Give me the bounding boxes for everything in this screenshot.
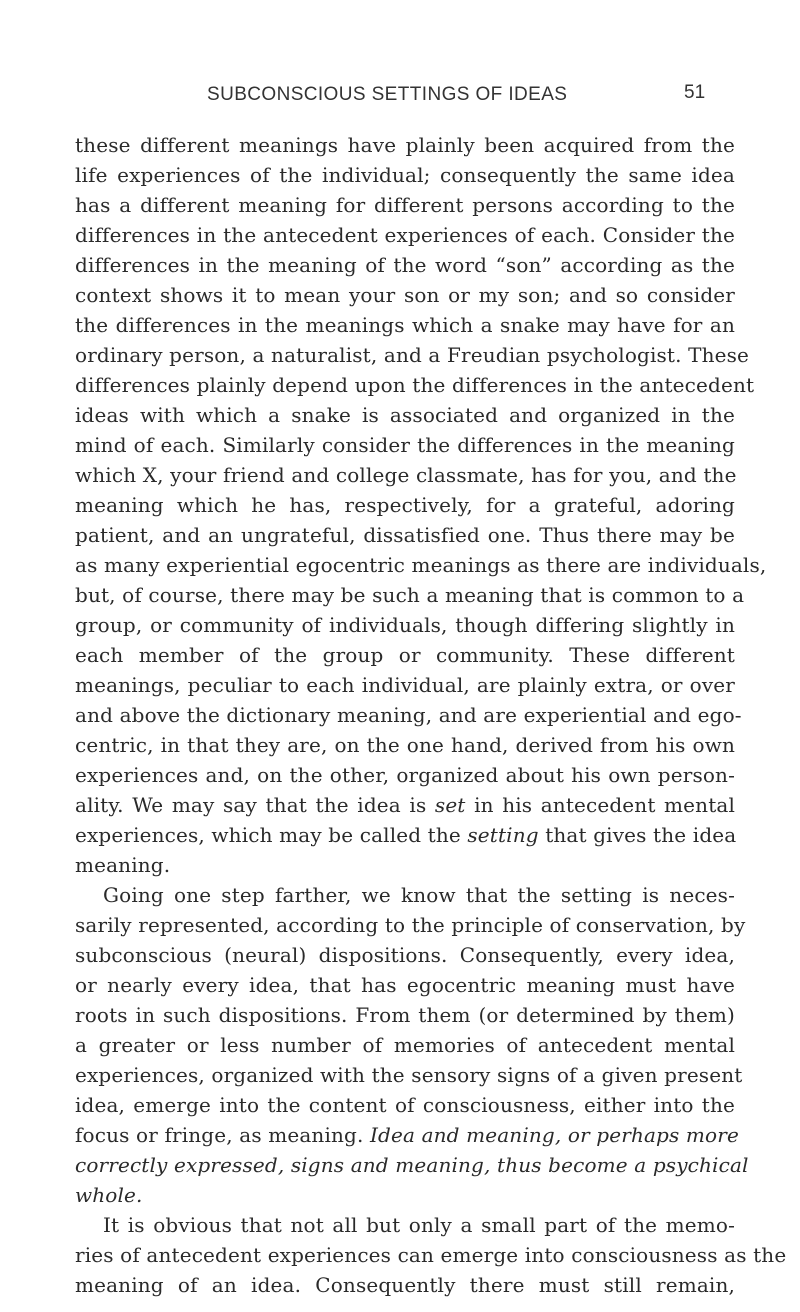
text-line: which X, your friend and college classmate, has for you, and the (75, 463, 737, 487)
text-line: context shows it to mean your son or my son; and so consider (75, 283, 735, 307)
text-line: differences in the antecedent experiences of each. Consider the (75, 223, 735, 247)
text-line: differences plainly depend upon the differences in the antecedent (75, 373, 755, 397)
text-line: as many experiential egocentric meanings as there are individuals, (75, 553, 767, 577)
text-line: these different meanings have plainly been acquired from the (75, 133, 735, 157)
italic-phrase: set (426, 793, 475, 817)
text-line: roots in such dispositions. From them (or determined by them) (75, 1003, 735, 1027)
body-text (75, 130, 787, 1300)
text-line: ality. We may say that the idea is set in his antecedent mental (75, 793, 735, 817)
text-line: meaning which he has, respectively, for a grateful, adoring (75, 493, 735, 517)
text-line: mind of each. Similarly consider the differences in the meaning (75, 433, 735, 457)
text-line: idea, emerge into the content of consciousness, either into the (75, 1093, 735, 1117)
text-line: or nearly every idea, that has egocentric meaning must have (75, 973, 735, 997)
text-line: has a different meaning for different persons according to the (75, 193, 735, 217)
text-line: meaning of an idea. Consequently there must still remain, (75, 1273, 735, 1297)
italic-text-line: correctly expressed, signs and meaning, thus become a psychical (75, 1153, 749, 1177)
italic-phrase: setting (460, 823, 546, 847)
text-line: the differences in the meanings which a snake may have for an (75, 313, 735, 337)
text-line: experiences and, on the other, organized about his own person- (75, 763, 735, 787)
running-head: SUBCONSCIOUS SETTINGS OF IDEAS (207, 84, 568, 105)
italic-text-line: whole. (75, 1183, 143, 1207)
italic-phrase: Idea and meaning, or perhaps more (370, 1123, 739, 1147)
text-line: meanings, peculiar to each individual, are plainly extra, or over (75, 673, 735, 697)
text-line: centric, in that they are, on the one hand, derived from his own (75, 733, 735, 757)
text-line: a greater or less number of memories of antecedent mental (75, 1033, 735, 1057)
text-line: patient, and an ungrateful, dissatisfied one. Thus there may be (75, 523, 735, 547)
text-line: experiences, which may be called the setting that gives the idea (75, 823, 737, 847)
paragraph-start-line: It is obvious that not all but only a small part of the memo- (103, 1213, 735, 1237)
text-line-with-italic: focus or fringe, as meaning. Idea and meaning, or perhaps more (75, 1123, 739, 1147)
text-line: ries of antecedent experiences can emerge into consciousness as the (75, 1243, 787, 1267)
page-number: 51 (684, 82, 706, 103)
paragraph-start-line: Going one step farther, we know that the setting is neces- (103, 883, 735, 907)
text-line: meaning. (75, 853, 171, 877)
text-line: each member of the group or community. These different (75, 643, 735, 667)
text-line: ideas with which a snake is associated and organized in the (75, 403, 735, 427)
text-line: life experiences of the individual; consequently the same idea (75, 163, 735, 187)
text-line: subconscious (neural) dispositions. Consequently, every idea, (75, 943, 735, 967)
text-line: ordinary person, a naturalist, and a Freudian psychologist. These (75, 343, 750, 367)
text-line: but, of course, there may be such a meaning that is common to a (75, 583, 745, 607)
text-line: and above the dictionary meaning, and are experiential and ego- (75, 703, 742, 727)
text-line: experiences, organized with the sensory signs of a given present (75, 1063, 743, 1087)
text-line: differences in the meaning of the word “son” according as the (75, 253, 735, 277)
text-line: sarily represented, according to the principle of conservation, by (75, 913, 746, 937)
text-line: group, or community of individuals, though differing slightly in (75, 613, 735, 637)
